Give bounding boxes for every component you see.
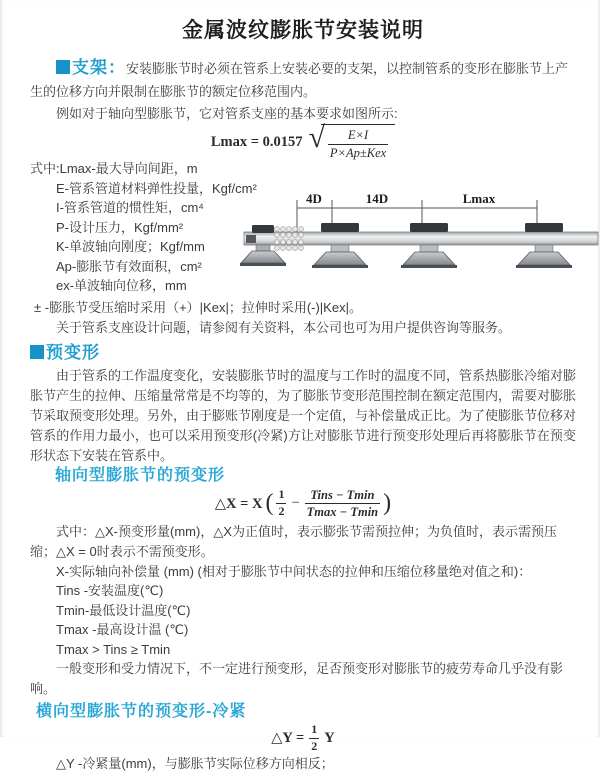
dimension-label-4d: 4D xyxy=(306,191,322,206)
under-root xyxy=(321,124,395,161)
temperature-fraction xyxy=(305,487,380,521)
axial-formula-lhs: △X = X xyxy=(214,495,263,512)
lateral-formula xyxy=(30,722,576,754)
temperature-fraction-denominator: Tmax − Tmin xyxy=(306,505,379,519)
definition-item: 式中:Lmax-最大导向间距，m xyxy=(30,161,198,176)
guide-support xyxy=(401,223,457,268)
definition-item: P-设计压力，Kgf/mm² xyxy=(56,219,184,235)
consult-note: 关于管系支座设计问题，请参阅有关资料，本公司也可为用户提供咨询等服务。 xyxy=(56,319,512,335)
support-example-line: 例如对于轴向型膨胀节，它对管系支座的基本要求如图所示: xyxy=(56,106,398,121)
axial-note: 一般变形和受力情况下，不一定进行预变形，足否预变形对膨胀节的疲劳寿命几乎没有影响。 xyxy=(30,661,564,696)
definition-item: E-管系管道材料弹性投量，Kgf/cm² xyxy=(56,180,257,196)
half-denominator: 2 xyxy=(278,504,285,518)
definition-item: I-管系管道的惯性矩，cm⁴ xyxy=(56,200,204,215)
open-paren: ( xyxy=(265,489,274,516)
half-fraction xyxy=(276,487,286,519)
axial-definition-item: Tins -安装温度(℃) xyxy=(56,583,164,598)
axial-definition-item: Tmin-最低设计温度(℃) xyxy=(56,602,191,618)
axial-definition-item: X-实际轴向补偿量 (mm) (相对于膨胀节中间状态的拉伸和压缩位移量绝对值之和)： xyxy=(56,563,532,579)
lateral-formula-lhs: △Y = xyxy=(271,730,305,746)
support-section-label xyxy=(56,58,126,77)
definition-item: Ap-膨胀节有效面积，cm² xyxy=(56,258,202,274)
definition-item: K-单波轴向刚度；Kgf/mm xyxy=(56,239,205,254)
pipe-support-diagram xyxy=(243,188,599,288)
dimension-label-14d: 14D xyxy=(365,191,389,206)
radical-sign: √ xyxy=(308,121,325,155)
axial-subheading: 轴向型膨胀节的预变形 xyxy=(55,466,226,484)
predeform-header-text: 预变形 xyxy=(46,342,100,362)
predeform-body-paragraph: 由于管系的工作温度变化，安装膨胀节时的温度与工作时的温度不同，管系热膨胀冷缩对膨胀节产生的拉伸、压缩量常常是不均等的，为了膨胀节变形范围控制在额定范围内，需要对膨胀节采取预变形处理。另外，由于膨账节刚度是一个定值，与补偿量成正比。为了使膨胀节位移对管系的作用力最小，也可以采用预变形(冷紧)方让对膨胀节进行预变形处理后再将膨胀节在预变形状态下安装在管系中。 xyxy=(30,367,577,463)
axial-explain-paragraph: 式中：△X-预变形量(mm)，△X为正值时，表示膨张节需预拉伸；为负值时，表示需预压缩；△X = 0时表示不需预变形。 xyxy=(30,523,557,559)
axial-definition-item: Tmax > Tins ≥ Tmin xyxy=(56,641,171,657)
section-marker-square-icon xyxy=(56,60,70,74)
dimension-label-lmax: Lmax xyxy=(462,191,496,206)
lmax-formula xyxy=(30,121,576,160)
anchor-support xyxy=(240,225,286,266)
lateral-formula-rhs: Y xyxy=(324,729,335,746)
lmax-fraction-denominator: P×Ap±Kex xyxy=(329,145,387,160)
temperature-fraction-numerator: Tins − Tmin xyxy=(310,487,375,502)
lateral-note: △Y -冷紧量(mm)，与膨胀节实际位移方向相反； xyxy=(56,756,334,771)
guide-support xyxy=(312,223,368,268)
lmax-formula-lhs: Lmax = 0.0157 xyxy=(210,133,303,150)
axial-definitions-list xyxy=(30,562,576,660)
lateral-subheading: 横向型膨胀节的预变形-冷紧 xyxy=(36,703,247,720)
support-section-label-text: 支架： xyxy=(72,58,126,77)
axial-definition-item: Tmax -最高设计温 (℃) xyxy=(56,622,189,637)
half-fraction xyxy=(309,722,319,754)
page-title: 金属波纹膨胀节安装说明 xyxy=(182,19,424,42)
support-intro-text: 安装膨胀节时必须在管系上安装必要的支架，以控制管系的变形在膨胀节上产生的位移方向并限制在膨胀节的额定位移范围内。 xyxy=(30,61,569,99)
section-marker-square-icon xyxy=(30,345,44,359)
lmax-fraction xyxy=(328,127,388,161)
predeform-section-header xyxy=(30,342,576,364)
axial-formula xyxy=(30,486,576,522)
sqrt-expression xyxy=(308,123,395,161)
close-paren: ) xyxy=(383,489,392,516)
guide-support xyxy=(516,223,572,268)
half-numerator: 1 xyxy=(311,721,318,736)
half-numerator: 1 xyxy=(278,487,285,502)
minus-sign: − xyxy=(291,495,300,511)
half-denominator: 2 xyxy=(311,738,318,753)
lmax-fraction-numerator: E×I xyxy=(347,128,369,143)
plus-minus-note: ± -膨胀节受压缩时采用（+）|Kex|；拉伸时采用(-)|Kex|。 xyxy=(34,299,362,315)
definition-item: ex-单波轴向位移，mm xyxy=(56,278,187,293)
support-intro-paragraph xyxy=(30,56,576,103)
